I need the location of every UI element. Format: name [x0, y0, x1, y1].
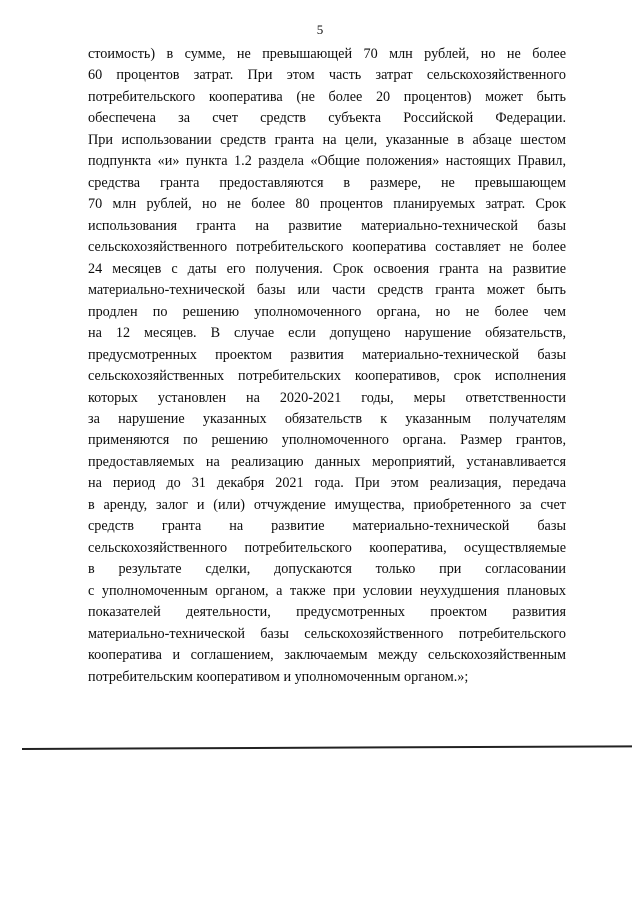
text-line: в аренду, залог и (или) отчуждение имущества, приобретенного за счет — [88, 496, 566, 513]
text-line: 60 процентов затрат. При этом часть затрат сельскохозяйственного — [88, 67, 566, 84]
page-number: 5 — [316, 22, 324, 37]
text-line: 70 млн рублей, но не более 80 процентов планируемых затрат. Срок — [88, 196, 566, 213]
text-line: сельскохозяйственного потребительского кооператива составляет не более — [88, 239, 566, 256]
text-line: сельскохозяйственных потребительских кооперативов, срок исполнения — [88, 368, 566, 385]
text-line: потребительского кооператива (не более 20 процентов) может быть — [88, 88, 566, 105]
text-line: При использовании средств гранта на цели, указанные в абзаце шестом — [88, 131, 566, 148]
text-line: на 12 месяцев. В случае если допущено нарушение обязательств, — [88, 325, 566, 342]
text-line: в результате сделки, допускаются только при согласовании — [88, 561, 566, 578]
text-line: стоимость) в сумме, не превышающей 70 млн рублей, но не более — [88, 46, 566, 62]
horizontal-rule — [22, 745, 632, 750]
text-line: с уполномоченным органом, а также при условии неухудшения плановых — [88, 582, 566, 599]
text-line: за нарушение указанных обязательств к указанным получателям — [88, 410, 566, 427]
text-line: сельскохозяйственного потребительского кооператива, осуществляемые — [88, 539, 566, 556]
text-line: подпункта «и» пункта 1.2 раздела «Общие положения» настоящих Правил, — [88, 153, 566, 170]
text-line: которых установлен на 2020-2021 годы, меры ответственности — [88, 389, 566, 406]
text-line: кооператива и соглашением, заключаемым между сельскохозяйственным — [88, 647, 566, 664]
text-line: средства гранта предоставляются в размере, не превышающем — [88, 174, 566, 191]
text-line: предусмотренных проектом развития материально-технической базы — [88, 346, 566, 363]
text-line-last: потребительским кооперативом и уполномоченным органом.»; — [88, 668, 469, 685]
text-line: показателей деятельности, предусмотренных проектом развития — [88, 604, 566, 621]
text-line: обеспечена за счет средств субъекта Российской Федерации. — [88, 110, 566, 127]
text-line: материально-технической базы сельскохозяйственного потребительского — [88, 625, 566, 642]
text-line: предоставляемых на реализацию данных мероприятий, устанавливается — [88, 453, 566, 470]
text-line: на период до 31 декабря 2021 года. При этом реализация, передача — [88, 475, 566, 492]
text-line: применяются по решению уполномоченного органа. Размер грантов, — [88, 432, 566, 449]
text-line: использования гранта на развитие материально-технической базы — [88, 217, 566, 234]
text-line: материально-технической базы или части средств гранта может быть — [88, 282, 566, 299]
text-line: 24 месяцев с даты его получения. Срок освоения гранта на развитие — [88, 260, 566, 277]
text-line: продлен по решению уполномоченного органа, но не более чем — [88, 303, 566, 320]
text-line: средств гранта на развитие материально-технической базы — [88, 518, 566, 535]
body-text — [88, 44, 566, 688]
